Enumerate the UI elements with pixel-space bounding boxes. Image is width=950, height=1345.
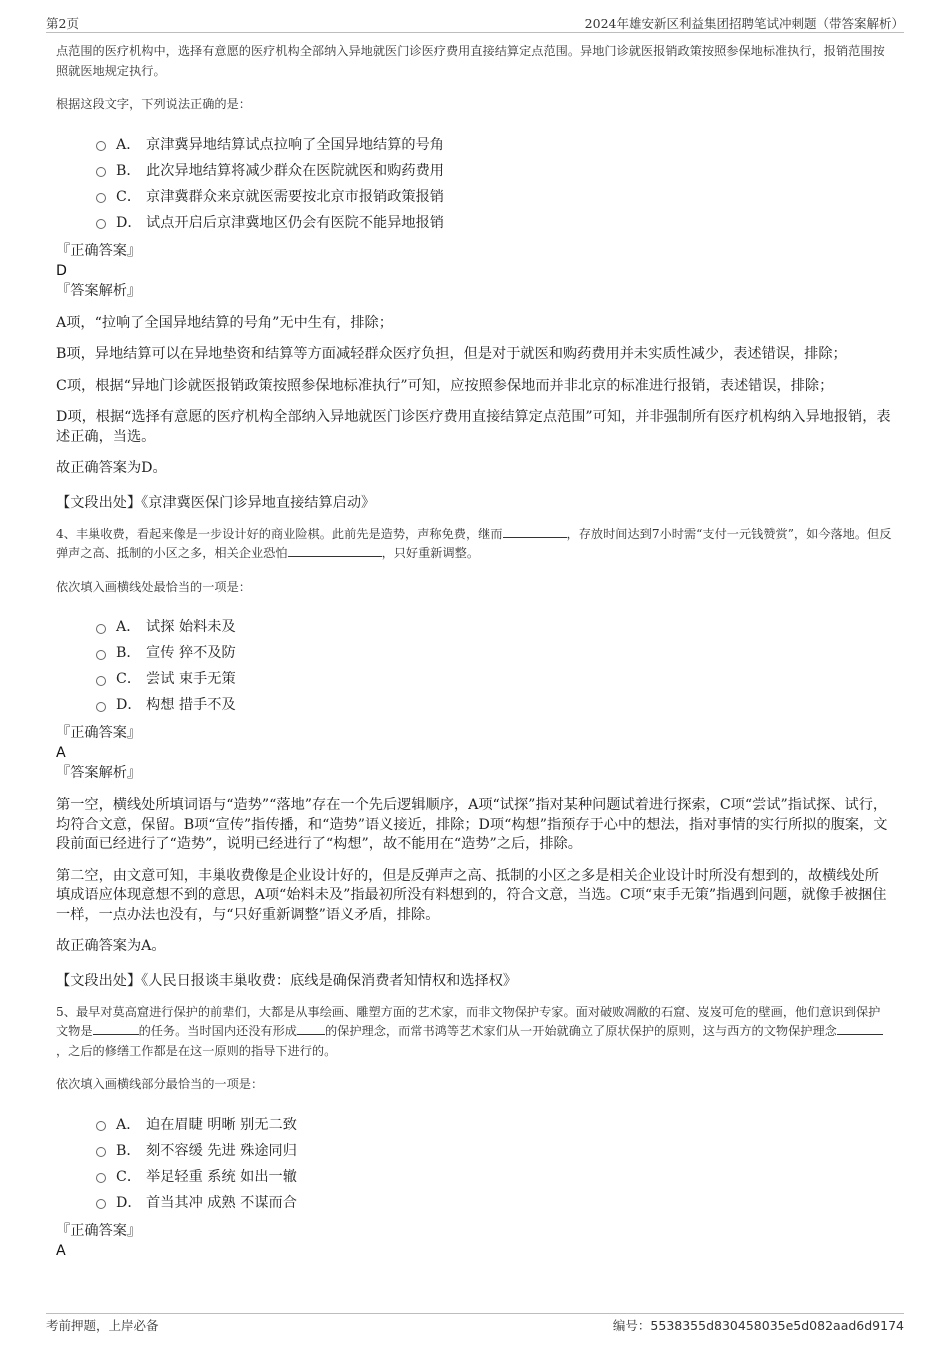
q3-answer-label: 『正确答案』 [56,242,142,259]
q3-option-d[interactable]: D． 试点开启后京津冀地区仍会有医院不能异地报销 [96,209,892,235]
page-number: 第2页 [46,16,79,31]
radio-button[interactable] [96,1199,106,1209]
q3-analysis-c: C项，根据“异地门诊就医报销政策按照参保地标准执行”可知，应按照参保地而并非北京的标准进行报销，表述错误，排除； [56,377,834,394]
q4-source: 【文段出处】《人民日报谈丰巢收费：底线是确保消费者知情权和选择权》 [56,972,518,989]
q4-option-c[interactable]: C． 尝试 束手无策 [96,665,892,691]
q5-question: 依次填入画横线部分最恰当的一项是： [56,1077,264,1091]
q4-option-a[interactable]: A． 试探 始料未及 [96,613,892,639]
radio-button[interactable] [96,193,106,203]
radio-button[interactable] [96,650,106,660]
q3-answer: D [56,262,67,279]
q5-answer: A [56,1242,66,1259]
q4-options [96,613,892,717]
radio-button[interactable] [96,624,106,634]
radio-button[interactable] [96,1147,106,1157]
q5-option-d[interactable]: D． 首当其冲 成熟 不谋而合 [96,1189,892,1215]
q5-option-b[interactable]: B． 刻不容缓 先进 殊途同归 [96,1137,892,1163]
footer-slogan: 考前押题，上岸必备 [46,1318,159,1333]
q3-analysis-b: B项，异地结算可以在异地垫资和结算等方面减轻群众医疗负担，但是对于就医和购药费用并未实质性减少，表述错误，排除； [56,346,847,362]
q5-options [96,1111,892,1215]
q5-option-a[interactable]: A． 迫在眉睫 明晰 别无二致 [96,1111,892,1137]
q3-passage-tail: 点范围的医疗机构中，选择有意愿的医疗机构全部纳入异地就医门诊医疗费用直接结算定点范围。异地门诊就医报销政策按照参保地标准执行，报销范围按照就医地规定执行。 [56,44,885,78]
q3-conclusion: 故正确答案为D。 [56,460,167,476]
radio-button[interactable] [96,141,106,151]
page-header [46,10,904,33]
q3-option-a[interactable]: A． 京津冀异地结算试点拉响了全国异地结算的号角 [96,131,892,157]
document-id: 编号：5538355d830458035e5d082aad6d9174 [612,1318,904,1333]
q3-analysis-label: 『答案解析』 [56,282,142,299]
q5-answer-label: 『正确答案』 [56,1222,142,1239]
q4-analysis-label: 『答案解析』 [56,765,142,781]
q3-option-c[interactable]: C． 京津冀群众来京就医需要按北京市报销政策报销 [96,183,892,209]
q4-answer-label: 『正确答案』 [56,725,142,741]
fill-blank [297,1022,325,1035]
q3-option-b[interactable]: B． 此次异地结算将减少群众在医院就医和购药费用 [96,157,892,183]
page-footer [46,1313,904,1344]
radio-button[interactable] [96,702,106,712]
q5-option-c[interactable]: C． 举足轻重 系统 如出一辙 [96,1163,892,1189]
q4-question: 依次填入画横线处最恰当的一项是： [56,579,251,594]
q4-answer: A [56,745,66,761]
page-content [56,42,892,1261]
radio-button[interactable] [96,219,106,229]
q5-stem: 5、最早对莫高窟进行保护的前辈们，大都是从事绘画、雕塑方面的艺术家，而非文物保护专家。面对破败凋敝的石窟、岌岌可危的壁画，他们意识到保护文物是 的任务。当时国内还没有形成 的保护理念，而常书鸿等艺术家们从一开始就确立了原状保护的原则，这与西方的文物保护理念，之后的修缮工作都是在这一原则的指导下进行的。 [56,1003,892,1062]
fill-blank [288,544,382,557]
q4-option-b[interactable]: B． 宣传 猝不及防 [96,639,892,665]
q3-options [96,131,892,235]
radio-button[interactable] [96,1173,106,1183]
fill-blank [837,1022,883,1035]
q4-analysis-second-blank: 第二空，由文意可知，丰巢收费像是企业设计好的，但是反弹声之高、抵制的小区之多是相关企业设计时所没有想到的，故横线处所填成语应体现意想不到的意思，A项“始料未及”指最初所没有料想到的，符合文意，当选。C项“束手无策”指遇到问题，就像手被捆住一样，一点办法也没有，与“只好重新调整”语义矛盾，排除。 [56,867,887,923]
fill-blank [503,525,567,538]
q4-option-d[interactable]: D． 构想 措手不及 [96,691,892,717]
q3-question: 根据这段文字，下列说法正确的是： [56,97,251,111]
fill-blank [93,1022,139,1035]
radio-button[interactable] [96,1121,106,1131]
document-title: 2024年雄安新区利益集团招聘笔试冲刺题（带答案解析） [584,16,904,31]
q4-conclusion: 故正确答案为A。 [56,938,166,954]
q3-source: 【文段出处】《京津冀医保门诊异地直接结算启动》 [56,494,376,511]
q3-analysis-a: A项，“拉响了全国异地结算的号角”无中生有，排除； [56,314,393,331]
radio-button[interactable] [96,676,106,686]
q3-analysis-d: D项，根据“选择有意愿的医疗机构全部纳入异地就医门诊医疗费用直接结算定点范围”可知，并非强制所有医疗机构纳入异地报销，表述正确，当选。 [56,409,891,445]
radio-button[interactable] [96,167,106,177]
q4-analysis-first-blank: 第一空，横线处所填词语与“造势”“落地”存在一个先后逻辑顺序，A项“试探”指对某种问题试着进行探索，C项“尝试”指试探、试行，均符合文意，保留。B项“宣传”指传播，和“造势”语义接近，排除；D项“构想”指预存于心中的想法，指对事情的实行所拟的腹案，文段前面已经进行了“造势”，说明已经进行了“构想”，故不能用在“造势”之后，排除。 [56,797,888,852]
q4-stem: 4、丰巢收费，看起来像是一步设计好的商业险棋。此前先是造势，声称免费，继而 ，存放时间达到7小时需“支付一元钱赞赏”，如今落地。但反弹声之高、抵制的小区之多，相关企业恐怕 ，只好重新调整。 [56,526,892,560]
